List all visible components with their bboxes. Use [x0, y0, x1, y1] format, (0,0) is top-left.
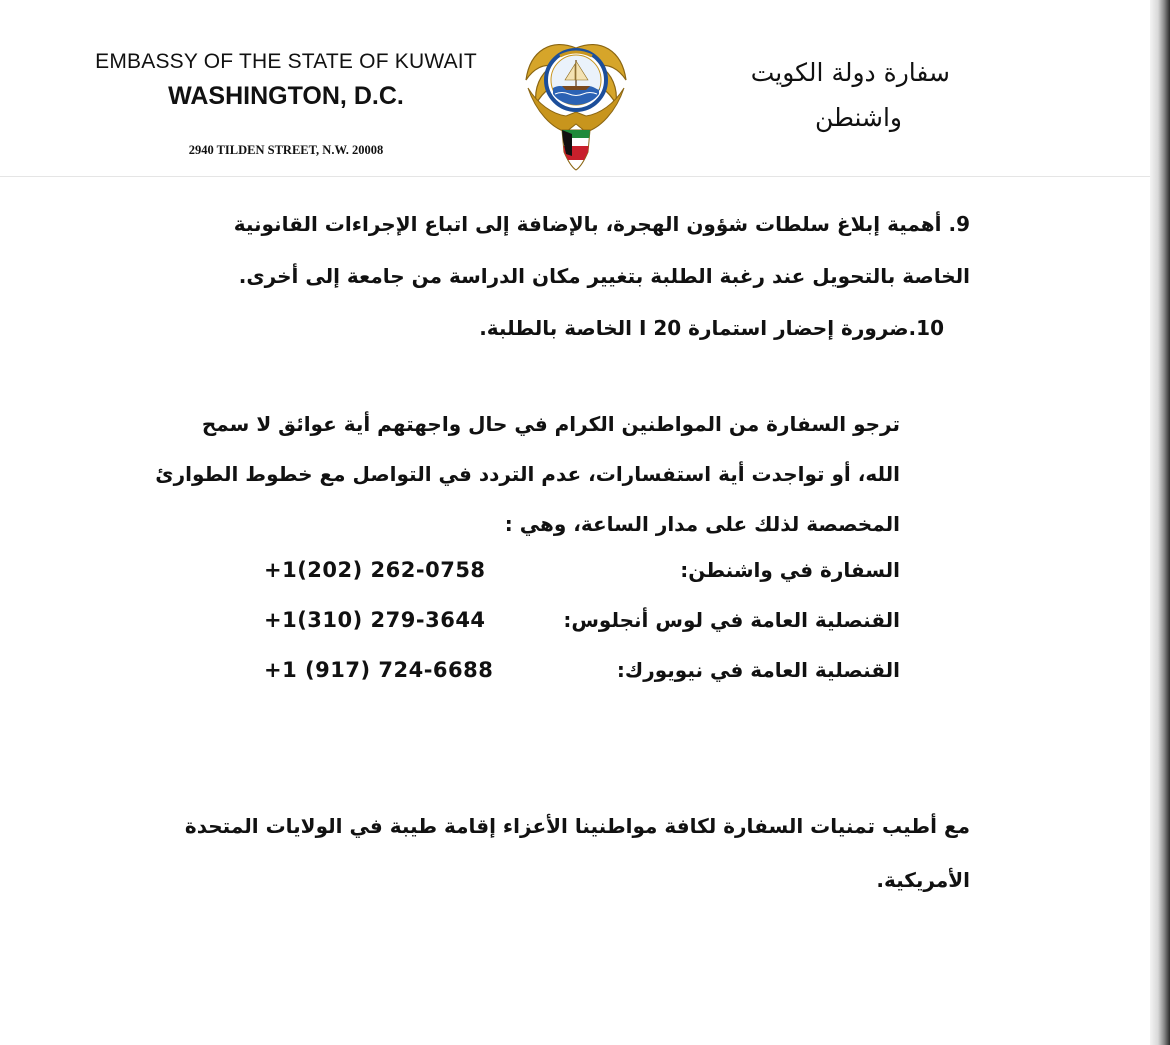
request-line-3: المخصصة لذلك على مدار الساعة، وهي :	[504, 512, 900, 536]
embassy-city-arabic: واشنطن	[814, 103, 902, 132]
kuwait-emblem-icon	[522, 28, 630, 174]
closing-line-1: مع أطيب تمنيات السفارة لكافة مواطنينا الأعزاء إقامة طيبة في الولايات المتحدة	[184, 814, 970, 838]
request-line-2: الله، أو تواجدت أية استفسارات، عدم التردد في التواصل مع خطوط الطوارئ	[155, 462, 900, 486]
letterhead-arabic	[751, 50, 950, 140]
header-divider	[0, 176, 1150, 177]
contact-label: السفارة في واشنطن:	[680, 558, 900, 582]
embassy-name-english: EMBASSY OF THE STATE OF KUWAIT	[95, 50, 477, 73]
contact-label: القنصلية العامة في لوس أنجلوس:	[563, 608, 900, 632]
contact-row-washington	[264, 558, 900, 608]
contact-row-new-york	[264, 658, 900, 708]
contact-phone-number: +1(310) 279-3644	[264, 608, 486, 632]
embassy-address: 2940 TILDEN STREET, N.W. 20008	[188, 143, 384, 157]
contact-phone-number: +1 (917) 724-6688	[264, 658, 494, 682]
request-line-1: ترجو السفارة من المواطنين الكرام في حال واجهتهم أية عوائق لا سمح	[201, 412, 900, 436]
embassy-name-arabic: سفارة دولة الكويت	[750, 58, 950, 87]
emergency-contacts	[264, 558, 900, 708]
letterhead-english	[0, 50, 572, 158]
contact-phone-number: +1(202) 262-0758	[264, 558, 486, 582]
item-9-line-2: الخاصة بالتحويل عند رغبة الطلبة بتغيير مكان الدراسة من جامعة إلى أخرى.	[238, 264, 970, 288]
page-edge-shadow	[1150, 0, 1170, 1045]
item-10: 10.ضرورة إحضار استمارة 20 I الخاصة بالطلبة.	[479, 316, 944, 340]
embassy-city-english: WASHINGTON, D.C.	[168, 82, 404, 110]
item-9-line-1: 9. أهمية إبلاغ سلطات شؤون الهجرة، بالإضافة إلى اتباع الإجراءات القانونية	[233, 212, 970, 236]
contact-row-los-angeles	[264, 608, 900, 658]
closing-line-2: الأمريكية.	[876, 868, 970, 892]
contact-label: القنصلية العامة في نيويورك:	[616, 658, 900, 682]
